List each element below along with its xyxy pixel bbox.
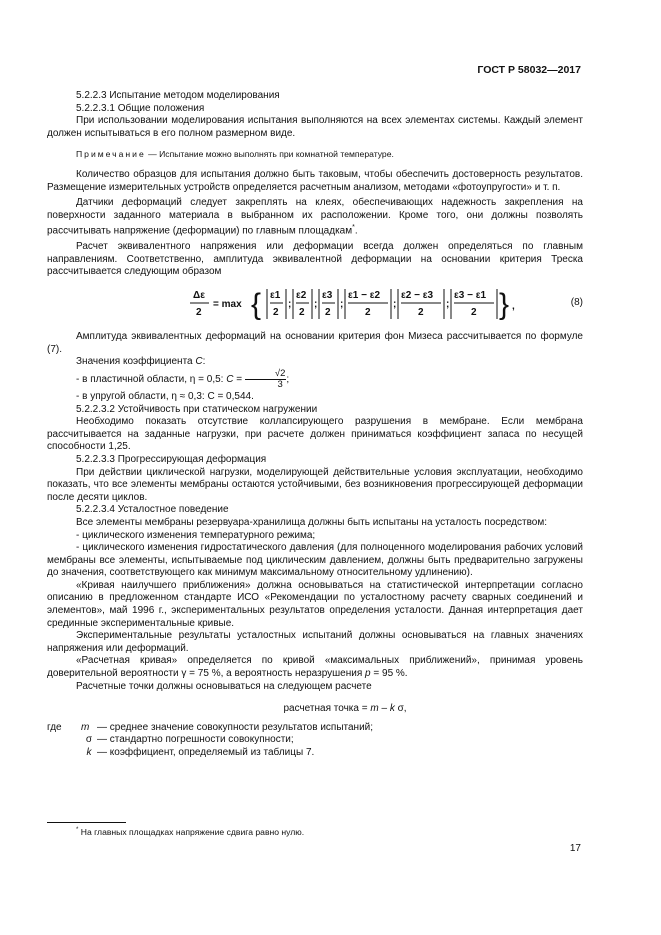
document-body — [47, 90, 583, 760]
list-item: - циклического изменения гидростатического давления (для полноценного моделирования рабочих условий мембраны все элементы, испытываемые под циклическим давлением, должны быть предварительно загружены до значения, соответствующего как минимум максимальному относительному удлинению). — [47, 542, 583, 579]
symbol-p: p — [365, 668, 371, 680]
paragraph: Все элементы мембраны резервуара-хранилища должны быть испытаны на усталость посредством: — [76, 516, 547, 528]
where-symbol-text: m — [81, 721, 90, 733]
footnote-mark: * — [76, 827, 79, 834]
formula-term-3: ε3 — [322, 290, 333, 302]
formula-term-2: ε2 — [296, 290, 307, 302]
formula-sep: ; — [314, 299, 318, 311]
paragraph: При использовании моделирования испытания выполняются на всех элементах системы. Каждый элемент должен испытываться в его полном размерном виде. — [47, 115, 583, 139]
page-number: 17 — [569, 843, 581, 854]
paragraph: При действии циклической нагрузки, моделирующей действительные условия эксплуатации, необходимо показать, что все элементы мембраны остаются устойчивыми, без возникновения прогрессирующей деформации после десяти циклов. — [47, 466, 583, 503]
formula-brace-left: { — [251, 288, 262, 322]
formula-term-6: ε3 − ε1 — [454, 290, 487, 302]
where-prefix — [47, 747, 81, 760]
formula-den: 2 — [299, 307, 305, 319]
calc-text: расчетная точка = — [283, 703, 371, 715]
paragraph: Расчет эквивалентного напряжения или деформации всегда должен определяться по главным направлениям. Соответственно, амплитуда эквивалентной деформации на основании критерия Треска рассчитывается следующим образом — [47, 241, 583, 278]
list-item-text: - в пластичной области, η = 0,5: — [76, 373, 227, 385]
list-item: - в упругой области, η ≈ 0,3: C = 0,544. — [76, 390, 254, 402]
list-item — [47, 369, 583, 391]
paragraph — [47, 356, 583, 369]
symbol-sigma: σ, — [394, 703, 407, 715]
paragraph-end: . — [354, 225, 358, 237]
formula-sep: ; — [288, 299, 292, 311]
formula-sep: ; — [393, 299, 397, 311]
paragraph — [47, 197, 583, 238]
section-heading: 5.2.2.3.4 Усталостное поведение — [76, 504, 229, 516]
symbol-c: C — [226, 373, 234, 385]
formula-term-4: ε1 − ε2 — [348, 290, 381, 302]
formula-lhs-num: Δε — [193, 290, 205, 302]
sqrt-fraction — [245, 367, 290, 390]
formula-den: 2 — [418, 307, 424, 319]
paragraph: Необходимо показать отсутствие коллапсирующего разрушения в мембране. Если мембрана рассчитывается на заданные нагрузки, при расчете должен приниматься коэффициент запаса по несущей способности 1,25. — [47, 416, 583, 453]
section-heading: 5.2.2.3.3 Прогрессирующая деформация — [76, 453, 267, 465]
paragraph: Количество образцов для испытания должно быть таковым, чтобы обеспечить достоверность результатов. Размещение измерительных устройств определяется расчетным анализом, методами «фотоупругости» и т. п. — [47, 168, 583, 193]
symbol-k: k — [389, 703, 395, 715]
formula-brace-right: } — [499, 288, 510, 322]
formula-den: 2 — [273, 307, 279, 319]
where-row — [47, 747, 373, 760]
formula-lhs-den: 2 — [196, 307, 202, 319]
formula-eq: = max — [213, 299, 242, 311]
paragraph: Экспериментальные результаты усталостных испытаний должны основываться на главных значениях напряжения или деформаций. — [47, 630, 583, 654]
formula-sep: ; — [340, 299, 344, 311]
formula-den: 2 — [365, 307, 371, 319]
section-heading: 5.2.2.3 Испытание методом моделирования — [76, 90, 280, 101]
equals: = — [233, 373, 245, 385]
section-heading: 5.2.2.3.2 Устойчивость при статическом нагружении — [76, 403, 318, 415]
where-prefix — [47, 734, 81, 747]
list-item-end: ; — [286, 373, 290, 385]
paragraph: Расчетные точки должны основываться на следующем расчете — [76, 680, 372, 692]
calc-minus: – — [378, 703, 390, 715]
paragraph-text: : — [202, 356, 206, 368]
formula-graphic — [187, 283, 510, 325]
note-label: Примечание — [76, 149, 146, 160]
formula-den: 2 — [471, 307, 477, 319]
where-symbol — [81, 747, 97, 760]
footnote — [76, 827, 304, 837]
where-prefix: где — [47, 721, 62, 733]
calc-formula — [47, 703, 583, 716]
formula-end: , — [512, 301, 515, 313]
note-text: — Испытание можно выполнять при комнатной температуре. — [145, 149, 394, 160]
where-row — [47, 734, 373, 747]
where-symbol-text: σ — [85, 734, 93, 746]
paragraph — [47, 655, 583, 680]
list-item: - циклического изменения температурного режима; — [76, 529, 316, 541]
paragraph: Амплитуда эквивалентных деформаций на основании критерия фон Мизеса рассчитывается по формуле (7). — [47, 331, 583, 355]
paragraph-text: «Расчетная кривая» определяется по кривой «максимальных приближений», принимая уровень доверительной вероятности γ = 75 %, а вероятность неразрушения — [47, 655, 583, 680]
footnote-rule — [47, 822, 126, 823]
formula-term-5: ε2 − ε3 — [401, 290, 434, 302]
where-symbol-text: k — [86, 747, 92, 758]
symbol-c: C — [195, 356, 203, 368]
note — [47, 148, 583, 161]
formula-8 — [47, 283, 583, 325]
where-text: — коэффициент, определяемый из таблицы 7. — [97, 747, 315, 758]
where-text: — стандартно погрешности совокупности; — [97, 734, 294, 746]
standard-designation: ГОСТ Р 58032—2017 — [477, 64, 581, 76]
symbol-m: m — [370, 703, 379, 715]
paragraph: «Кривая наилучшего приближения» должна основываться на статистической интерпретации согласно описанию в предложенном стандарте ИСО «Рекомендации по усталостному расчету сварных соединений и элементов», май 1996 г., экспериментальных результатов определения усталости. Данная интерпретация дает срединные экспериментальные кривые. — [47, 579, 583, 629]
footnote-text: На главных площадках напряжение сдвига равно нулю. — [78, 827, 305, 837]
formula-closing — [499, 283, 523, 325]
footnote-ref: * — [352, 224, 355, 232]
paragraph-text: Датчики деформаций следует закреплять на клеях, обеспечивающих надежность закрепления на поверхности заданного материала в выбранном их расположении. Кроме того, они должны позволять рассчитывать напряжение (деформации) по главным площадкам — [47, 197, 583, 237]
where-symbol — [81, 734, 97, 747]
fraction-denominator: 3 — [277, 378, 283, 390]
formula-den: 2 — [325, 307, 331, 319]
formula-number: (8) — [570, 297, 583, 309]
fraction-numerator: √2 — [245, 369, 287, 380]
paragraph-text: Значения коэффициента — [76, 356, 196, 368]
formula-term-1: ε1 — [270, 290, 281, 302]
where-text: — среднее значение совокупности результатов испытаний; — [97, 721, 374, 733]
paragraph-text: = 95 %. — [370, 668, 408, 680]
where-list — [47, 722, 373, 760]
where-row — [47, 722, 373, 735]
section-heading: 5.2.2.3.1 Общие положения — [76, 102, 205, 114]
formula-sep: ; — [446, 299, 450, 311]
where-symbol — [81, 722, 97, 735]
